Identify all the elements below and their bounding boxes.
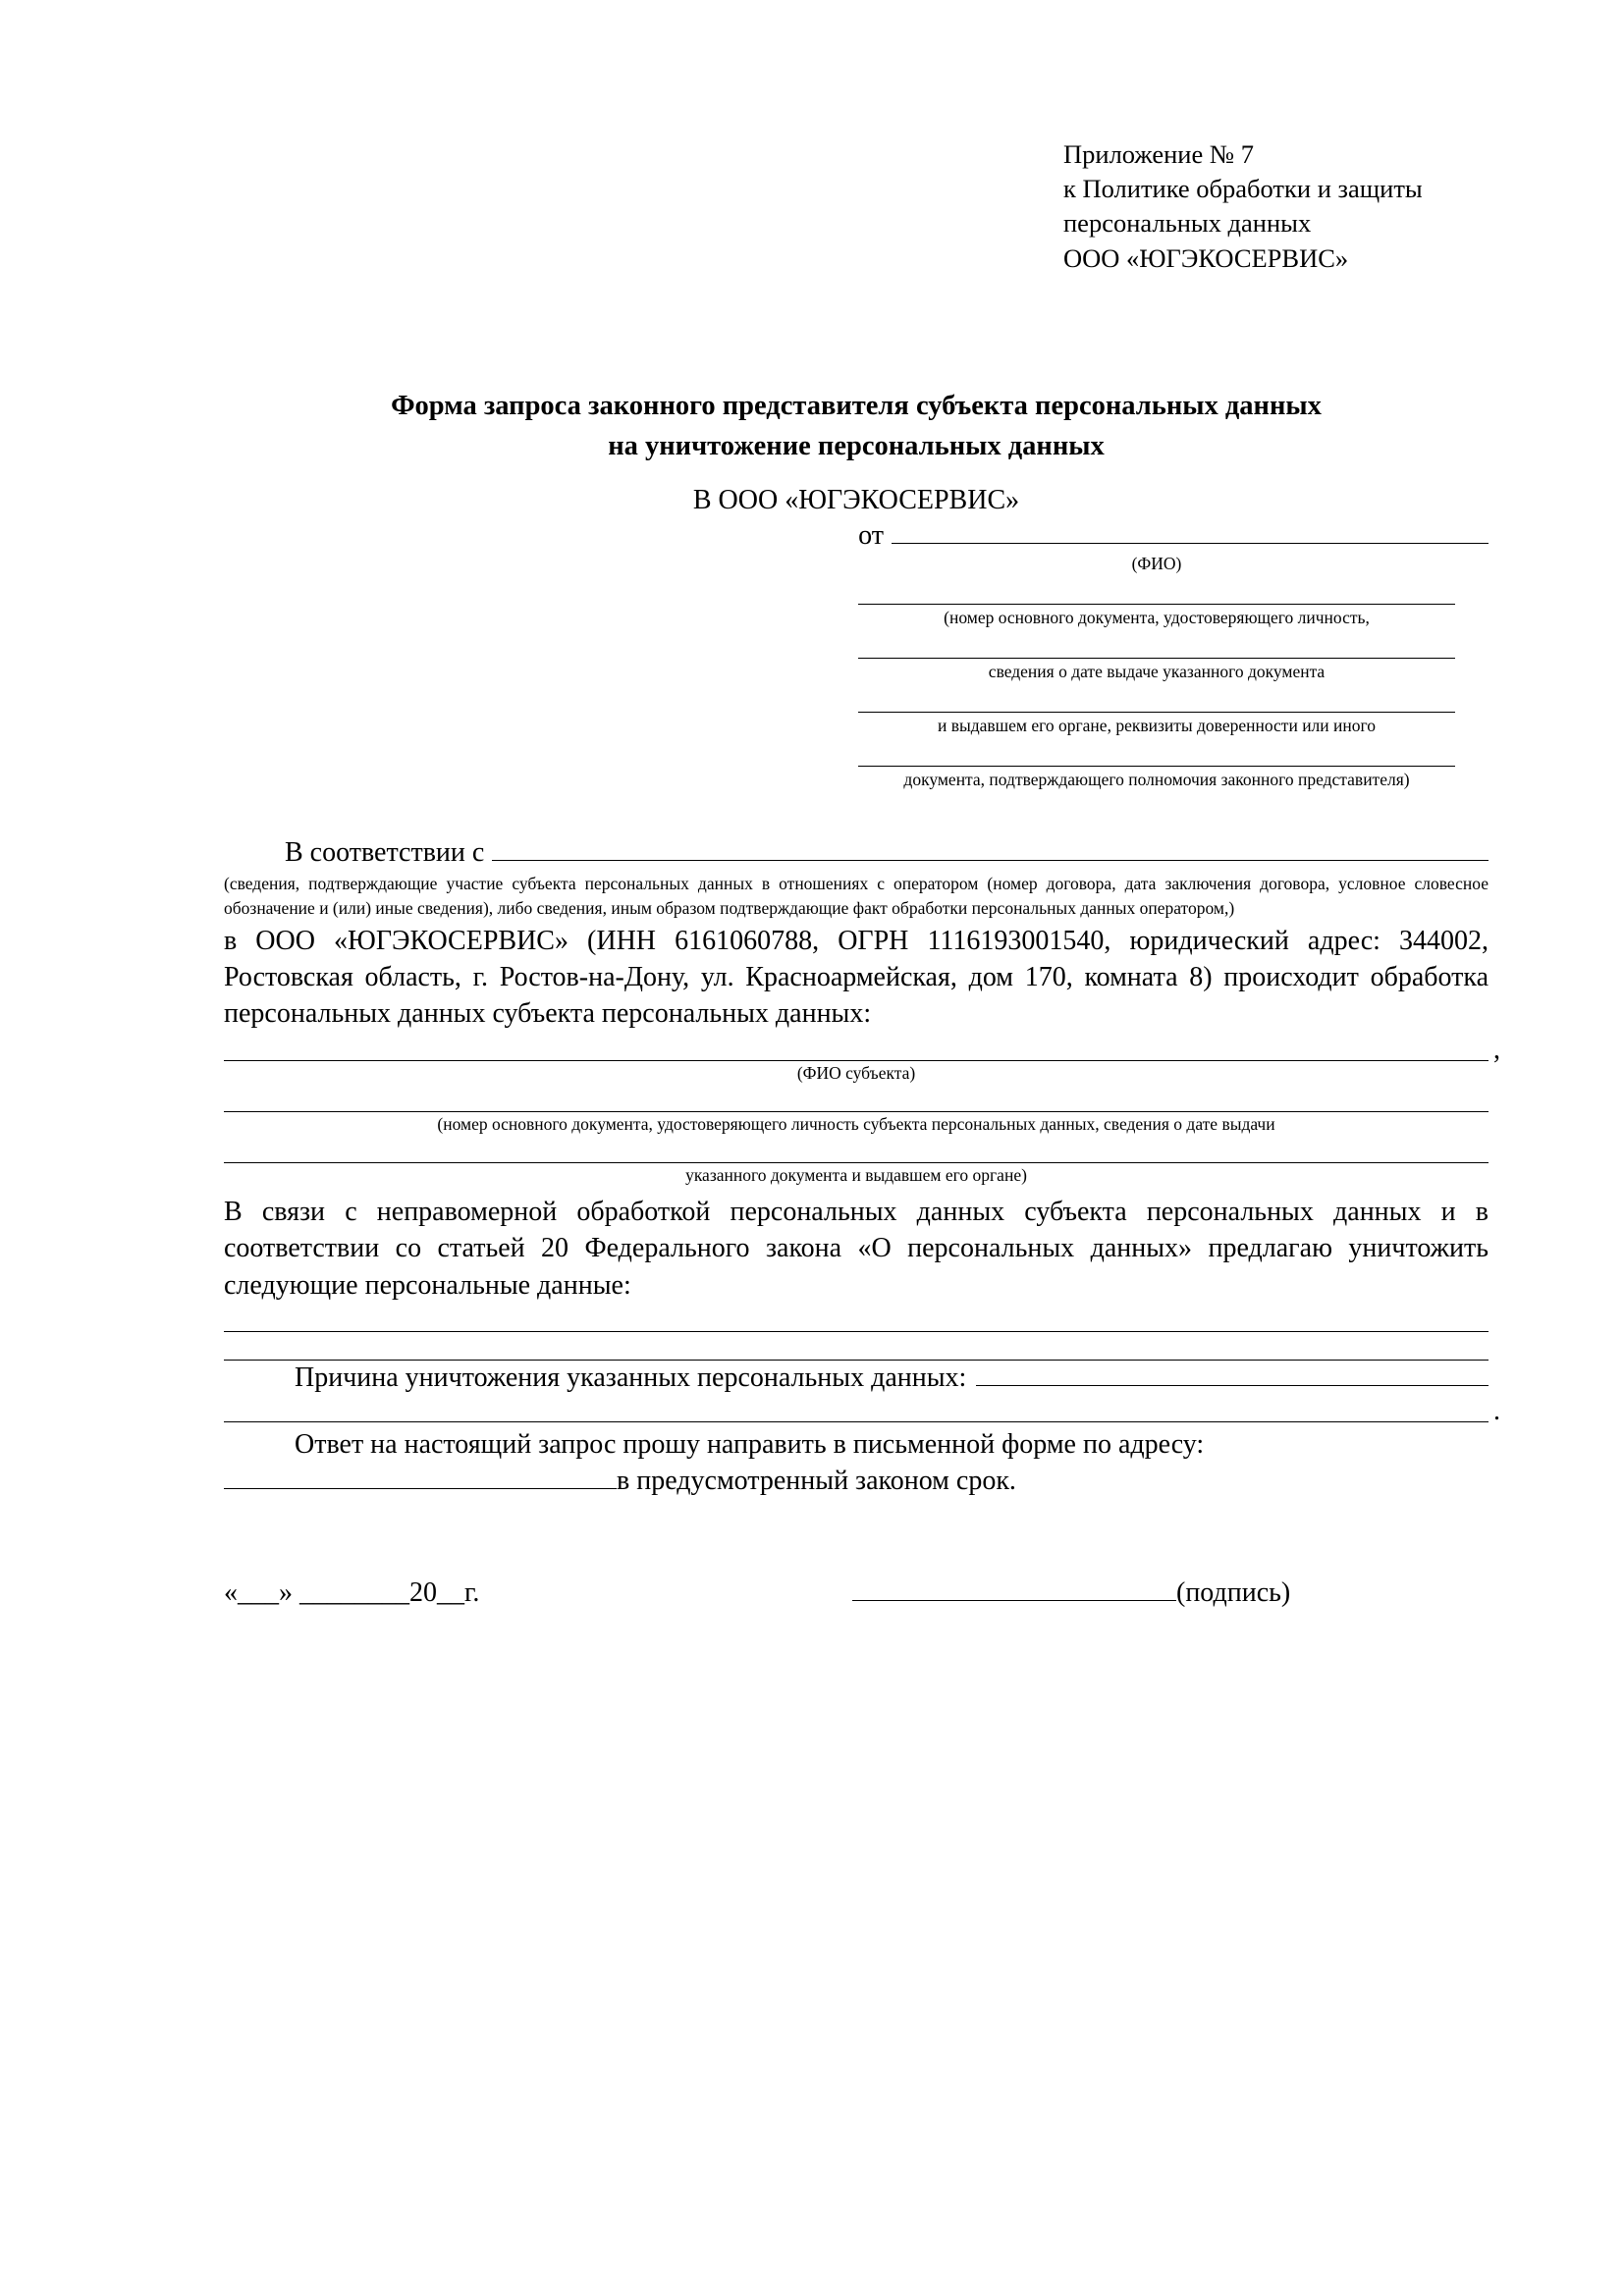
signature-row (224, 1577, 1489, 1609)
document-title-line-1: Форма запроса законного представителя субъекта персональных данных (391, 390, 1322, 421)
accordance-input-line[interactable] (492, 838, 1489, 861)
subject-doc-line-2[interactable] (224, 1135, 1489, 1163)
answer-tail: в предусмотренный законом срок. (617, 1465, 1016, 1496)
signature-block (852, 1577, 1290, 1609)
reason-row (224, 1362, 1489, 1394)
reason-input-line-1[interactable] (976, 1363, 1489, 1386)
reason-input-line-2[interactable] (224, 1394, 1500, 1427)
document-title-line-2: на уничтожение персональных данных (608, 431, 1105, 462)
data-to-destroy-line-1[interactable] (224, 1304, 1489, 1332)
representative-doc-line-4[interactable] (858, 736, 1455, 767)
answer-address-input-line[interactable] (224, 1467, 617, 1489)
accordance-label: В соответствии с (285, 837, 485, 869)
signature-date[interactable]: «___» ________20__г. (224, 1576, 480, 1608)
addressee-organization: В ООО «ЮГЭКОСЕРВИС» (692, 484, 1020, 515)
accordance-caption: (сведения, подтверждающие участие субъекта персональных данных в отношениях с оператором (номер договора, дата заключения договора, условное словесное обозначение и (или) иные сведения), либо сведения, иным образом подтверждающие факт обработки персональных данных оператором,) (224, 874, 1489, 918)
company-paragraph: в ООО «ЮГЭКОСЕРВИС» (ИНН 6161060788, ОГРН 1116193001540, юридический адрес: 344002, Ростовская область, г. Ростов-на-Дону, ул. Красноармейская, дом 170, комната 8) происходит обработка персональных данных субъекта персональных данных: (224, 925, 1489, 1029)
from-label: от (858, 519, 884, 551)
signature-caption: (подпись) (1176, 1576, 1291, 1608)
reason-label: Причина уничтожения указанных персональных данных: (295, 1362, 967, 1394)
representative-doc-caption-2: сведения о дате выдаче указанного документа (988, 662, 1326, 682)
subject-doc-line-1[interactable] (224, 1084, 1489, 1112)
request-paragraph: В связи с неправомерной обработкой персональных данных субъекта персональных данных и в соответствии со статьей 20 Федерального закона «О персональных данных» предлагаю уничтожить следующие персональные данные: (224, 1196, 1489, 1301)
representative-doc-caption-3: и выдавшем его органе, реквизиты доверенности или иного (937, 716, 1377, 736)
signature-input-line[interactable] (852, 1578, 1176, 1601)
representative-doc-line-1[interactable] (858, 574, 1455, 605)
representative-doc-caption-1: (номер основного документа, удостоверяющего личность, (944, 608, 1370, 628)
appendix-policy-line-2: персональных данных (1063, 208, 1312, 239)
representative-doc-line-3[interactable] (858, 682, 1455, 713)
answer-paragraph: Ответ на настоящий запрос прошу направить в письменной форме по адресу: (295, 1429, 1205, 1461)
reason-period: . (1493, 1396, 1500, 1427)
appendix-policy-line-1: к Политике обработки и защиты (1063, 174, 1423, 204)
appendix-company: ООО «ЮГЭКОСЕРВИС» (1063, 242, 1349, 273)
subject-doc-caption-1: (номер основного документа, удостоверяющего личность субъекта персональных данных, сведения о дате выдачи (437, 1113, 1275, 1134)
representative-doc-caption-4: документа, подтверждающего полномочия законного представителя) (903, 770, 1410, 790)
subject-fio-caption: (ФИО субъекта) (796, 1062, 916, 1083)
appendix-number: Приложение № 7 (1063, 139, 1255, 169)
document-title (224, 386, 1489, 467)
subject-doc-caption-2: указанного документа и выдавшем его органе) (685, 1164, 1027, 1185)
accordance-row (224, 837, 1489, 869)
representative-doc-line-2[interactable] (858, 628, 1455, 659)
data-to-destroy-line-2[interactable] (224, 1332, 1489, 1361)
from-fio-input-line[interactable] (892, 521, 1489, 544)
from-fio-caption: (ФИО) (1131, 553, 1182, 573)
answer-address-row (224, 1466, 1489, 1497)
appendix-header (1063, 137, 1489, 276)
subject-fio-comma: , (1493, 1034, 1500, 1065)
document-content (224, 137, 1500, 1609)
from-row (224, 520, 1489, 552)
subject-fio-line[interactable] (224, 1033, 1500, 1065)
